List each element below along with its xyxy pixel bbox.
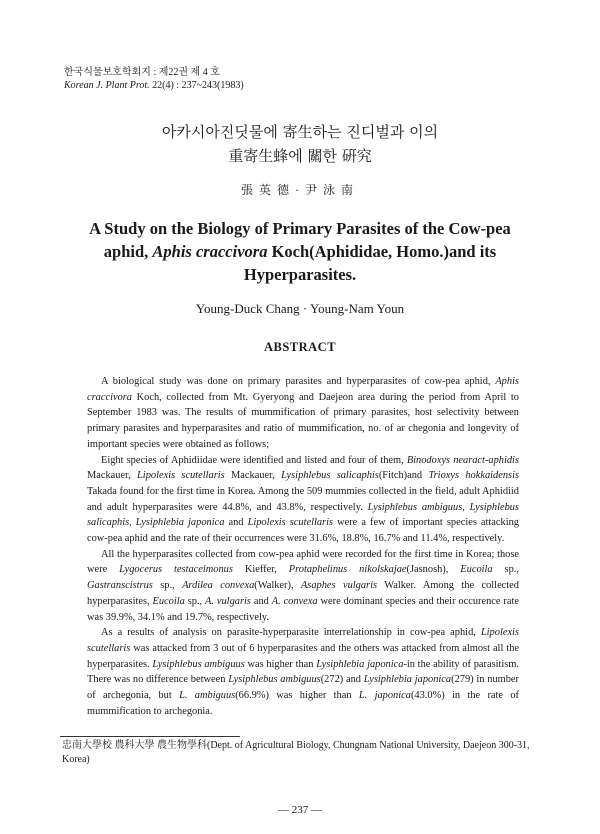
species-name: Lipolexis scutellaris <box>137 470 225 482</box>
species-name: Gastranscistrus <box>87 580 153 592</box>
journal-citation <box>64 79 244 92</box>
text-span: (Fitch)and <box>378 470 429 482</box>
text-span: (66.9%) was higher than <box>235 690 359 702</box>
species-name: Eucoila <box>460 564 493 576</box>
text-span: (43.0%) in the rate of mummification to archegonia. <box>87 690 520 717</box>
species-name: Trioxys hokkaidensis <box>428 470 520 482</box>
text-span: (Jasnosh), <box>406 564 461 576</box>
korean-title-line-1: 아카시아진딧물에 寄生하는 진디벌과 이의 <box>161 123 439 141</box>
text-span: Eight species of Aphidiidae were identified and listed and four of them, <box>101 454 407 466</box>
species-name: Eucoila <box>152 595 185 607</box>
species-name: Lysiphlebus salicaphis <box>281 470 379 482</box>
species-name: A. convexa <box>271 595 318 607</box>
text-span: sp., <box>184 595 206 607</box>
text-span: sp., <box>152 580 183 592</box>
text-span: All the hyperparasites collected from cow-pea aphid were recorded for the first time in Korea; those were <box>87 548 519 576</box>
species-name: Lysiphlebus ambiguus <box>228 674 321 686</box>
abstract-paragraph-3 <box>87 547 519 626</box>
english-title <box>80 217 520 286</box>
species-name: Lysiphlebus ambiguus <box>152 658 245 670</box>
abstract-paragraph-1 <box>87 374 519 453</box>
abstract-paragraph-4 <box>87 625 519 719</box>
footnote-divider <box>60 736 240 737</box>
english-title-part-2: Koch(Aphididae, Homo.)and its Hyperparasites. <box>243 242 497 284</box>
abstract-body <box>87 374 519 719</box>
species-name: A. vulgaris <box>205 595 251 607</box>
journal-header <box>64 66 244 92</box>
abstract-heading: ABSTRACT <box>263 340 337 354</box>
page-number: — 237 — <box>278 804 322 816</box>
species-name: L. japonica <box>358 690 411 702</box>
text-span: Kieffer, <box>232 564 289 576</box>
journal-name-korean: 한국식물보호학회지 : 제22권 제 4 호 <box>64 67 220 78</box>
species-name: L. ambiguus <box>179 690 236 702</box>
text-span: were a few of important species attacking cow-pea aphid and the rate of their occurrences were 31.6%, 18.8%, 16.7% and 11.4%, respectively. <box>87 517 520 545</box>
text-span: A biological study was done on primary parasites and hyperparasites of cow-pea aphid, <box>101 376 496 387</box>
text-span: Koch, collected from Mt. Gyeryong and Daejeon area during the period from April to September 1983 was. The results of mummification of primary parasites, host selectivity between primary parasites and hyperparasites and ratio of mummification, no. of ar chegonia and longevity of important species were obtained as follows; <box>87 391 519 450</box>
species-name: Ardilea convexa <box>182 580 255 592</box>
text-span: (279) in number of archegonia, but <box>87 674 519 702</box>
species-name: Lysiphlebia japonica <box>363 674 452 686</box>
text-span: sp., <box>492 564 519 576</box>
species-name: Lygocerus testaceimonus <box>119 564 233 576</box>
english-title-part-1: A Study on the Biology of Primary Parasites of the Cow-pea aphid, <box>89 219 511 261</box>
text-span: As a results of analysis on parasite-hyperparasite interrelationship in cow-pea aphid, <box>101 627 481 639</box>
text-span: was attacked from 3 out of 6 hyperparasites and the others was attacked from almost all the hyperparasites. <box>87 642 519 670</box>
text-span: (Walker), <box>254 580 301 592</box>
species-name: Lipolexis scutellaris <box>87 627 519 654</box>
species-name: Binodoxys nearact-aphidis <box>406 454 519 466</box>
species-name: Asaphes vulgaris <box>300 580 378 592</box>
english-authors: Young-Duck Chang · Young-Nam Youn <box>195 301 405 316</box>
text-span: Takada found for the first time in Korea. Among the 509 mummies collected in the field, adult Aphidiid and adult hyperparasites were 44.8%, and 43.8%, respectively. <box>87 485 519 513</box>
korean-title <box>0 120 600 168</box>
text-span: Mackauer, <box>224 470 282 482</box>
text-span: (272) and <box>320 674 364 686</box>
text-span: were dominant species and their occurence rate was 39.9%, 34.1% and 19.7%, respectively. <box>87 595 519 623</box>
species-name: Aphis craccivora <box>87 376 519 403</box>
english-title-species: Aphis craccivora <box>152 242 268 261</box>
species-name: Lipolexis scutellaris <box>247 517 334 529</box>
text-span: and <box>224 517 248 529</box>
text-span: was higher than <box>244 658 317 670</box>
text-span: Walker. Among the collected hyperparasites, <box>87 580 519 607</box>
text-span: -in the ability of parasitism. There was no difference between <box>87 658 520 686</box>
text-span: and <box>250 595 272 607</box>
species-name: Lysiphlebus ambiguus, Lysiphlebus salicaphis, Lysiphlebia japonica <box>87 501 520 529</box>
journal-issue: 22(4) : 237~243(1983) <box>152 80 244 91</box>
korean-title-line-2: 重寄生蜂에 關한 硏究 <box>228 147 372 165</box>
species-name: Protaphelinus nikolskajae <box>288 564 407 576</box>
text-span: Mackauer, <box>87 470 138 482</box>
korean-authors: 張英德·尹泳南 <box>241 183 359 197</box>
abstract-paragraph-2 <box>87 453 519 547</box>
affiliation-footnote: 忠南大學校 農科大學 農生物學科(Dept. of Agricultural Biology, Chungnam National University, Daejeon 300-31, Korea) <box>62 740 530 765</box>
journal-name-english: Korean J. Plant Prot. <box>64 80 150 91</box>
species-name: Lysiphlebia japonica <box>316 658 404 670</box>
